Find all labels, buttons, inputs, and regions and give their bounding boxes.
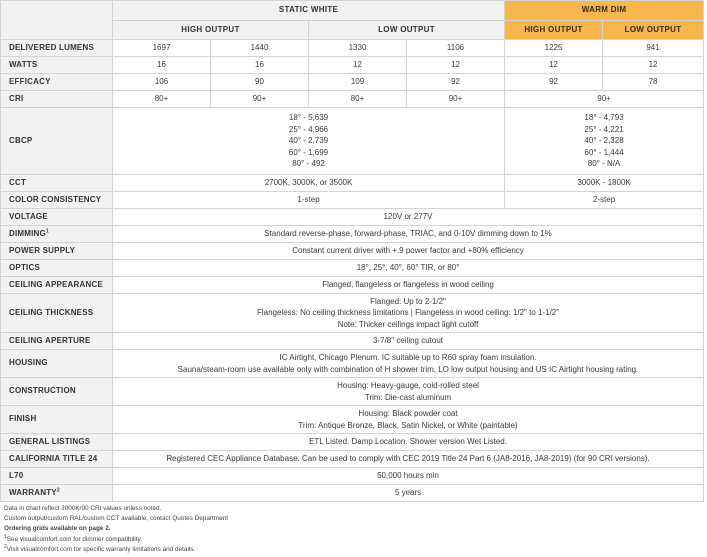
row-color-consistency [1, 192, 704, 209]
value-line: Note: Thicker ceilings impact light cutoff [337, 319, 479, 329]
row-finish [1, 406, 704, 434]
row-optics [1, 260, 704, 277]
note-line [4, 535, 228, 545]
row-ceiling-appearance [1, 277, 704, 294]
cell-value: 12 [407, 57, 505, 74]
cell-cbcp-static [113, 108, 505, 175]
row-label: CCT [1, 175, 113, 192]
header-wd-low-output: LOW OUTPUT [603, 21, 704, 40]
cell-value: 90+ [407, 91, 505, 108]
row-l70 [1, 468, 704, 485]
cell-value: 92 [505, 74, 603, 91]
cell-value: 1225 [505, 40, 603, 57]
note-line [4, 545, 228, 555]
cell-value: Standard reverse-phase, forward-phase, TRIAC, and 0-10V dimming down to 1% [113, 226, 704, 243]
footnote-marker: 2 [56, 487, 60, 494]
row-cri [1, 91, 704, 108]
cbcp-line: 25° - 4,221 [584, 124, 624, 134]
value-line: IC Airtight, Chicago Plenum. IC suitable up to R60 spray foam insulation. [279, 353, 537, 362]
row-ceiling-aperture [1, 333, 704, 350]
cell-value: Constant current driver with +.9 power factor and +80% efficiency [113, 243, 704, 260]
cell-value: 78 [603, 74, 704, 91]
value-line: Trim: Antique Bronze, Black, Satin Nickel, or White (paintable) [298, 420, 518, 430]
note-text: Visit visualcomfort.com for specific warranty limitations and details. [6, 545, 196, 553]
header-wd-high-output: HIGH OUTPUT [505, 21, 603, 40]
cell-value: 50,000 hours min [113, 468, 704, 485]
cell-value [113, 406, 704, 434]
cbcp-line: 40° - 2,328 [584, 136, 624, 146]
cell-value: 12 [505, 57, 603, 74]
cell-value: 90 [211, 74, 309, 91]
row-label: CRI [1, 91, 113, 108]
cell-value [113, 378, 704, 406]
cell-value: 12 [603, 57, 704, 74]
header-sw-low-output: LOW OUTPUT [309, 21, 505, 40]
row-label: HOUSING [1, 350, 113, 378]
row-power-supply [1, 243, 704, 260]
cbcp-line: 40° - 2,739 [288, 136, 329, 146]
row-label: WATTS [1, 57, 113, 74]
cell-value: 92 [407, 74, 505, 91]
header-warm-dim: WARM DIM [505, 1, 704, 21]
note-line-bold: Ordering grids available on page 2. [4, 525, 111, 533]
cell-value: 1330 [309, 40, 407, 57]
cell-value: 1697 [113, 40, 211, 57]
value-line: Housing: Heavy-gauge, cold-rolled steel [337, 381, 479, 390]
cell-value: 3000K - 1800K [505, 175, 704, 192]
cbcp-line: 18° - 5,639 [288, 113, 329, 123]
row-cbcp [1, 108, 704, 175]
label-text: DIMMING [9, 228, 46, 238]
row-housing [1, 350, 704, 378]
corner-cell [1, 1, 113, 40]
row-label: CEILING THICKNESS [1, 294, 113, 333]
cell-value: 1-step [113, 192, 505, 209]
row-delivered-lumens [1, 40, 704, 57]
row-efficacy [1, 74, 704, 91]
cell-value: 16 [113, 57, 211, 74]
cell-value: 120V or 277V [113, 209, 704, 226]
cell-value: ETL Listed. Damp Location. Shower version Wet Listed. [113, 434, 704, 451]
footnotes [4, 504, 228, 555]
cell-value: 1440 [211, 40, 309, 57]
cell-value: 12 [309, 57, 407, 74]
cell-value: 18°, 25°, 40°, 60° TIR, or 80° [113, 260, 704, 277]
row-label: GENERAL LISTINGS [1, 434, 113, 451]
value-line: Trim: Die-cast aluminum [364, 392, 452, 402]
row-label: VOLTAGE [1, 209, 113, 226]
value-line: Housing: Black powder coat [358, 409, 458, 418]
row-label: EFFICACY [1, 74, 113, 91]
label-text: WARRANTY [9, 487, 57, 497]
cell-value [113, 294, 704, 333]
cell-value: 90+ [211, 91, 309, 108]
cbcp-line: 80° - 492 [292, 159, 325, 169]
row-watts [1, 57, 704, 74]
row-general-listings [1, 434, 704, 451]
cbcp-line: 25° - 4,966 [288, 124, 329, 134]
cbcp-line: 60° - 1,699 [288, 147, 329, 157]
footnote-marker: 1 [4, 533, 7, 540]
note-text: See visualcomfort.com for dimmer compatibility. [6, 535, 142, 543]
cbcp-line: 60° - 1,444 [584, 147, 624, 157]
cell-value: 109 [309, 74, 407, 91]
row-label [1, 485, 113, 502]
note-line: Custom output/custom RAL/custom CCT available, contact Quotes Department [4, 515, 229, 523]
row-label: CALIFORNIA TITLE 24 [1, 451, 113, 468]
cbcp-line: 18° - 4,793 [584, 113, 624, 123]
row-warranty [1, 485, 704, 502]
row-label [1, 226, 113, 243]
row-construction [1, 378, 704, 406]
cell-value: 5 years [113, 485, 704, 502]
cell-value: 941 [603, 40, 704, 57]
header-row-group [1, 1, 704, 21]
row-label: FINISH [1, 406, 113, 434]
row-label: L70 [1, 468, 113, 485]
footnote-marker: 1 [45, 228, 49, 235]
value-line: Flangeless: No ceiling thickness limitations | Flangeless in wood ceiling: 1/2" to 1-1/2" [256, 308, 560, 318]
row-label: POWER SUPPLY [1, 243, 113, 260]
cell-value: 80+ [113, 91, 211, 108]
header-static-white: STATIC WHITE [113, 1, 505, 21]
row-label: CEILING APERTURE [1, 333, 113, 350]
cell-value: 80+ [309, 91, 407, 108]
note-line: Data in chart reflect 3000K/90 CRI values unless noted. [4, 505, 162, 512]
cell-value: 3-7/8" ceiling cutout [113, 333, 704, 350]
row-label: OPTICS [1, 260, 113, 277]
row-cct [1, 175, 704, 192]
footnote-marker: 2 [4, 543, 7, 550]
cell-value: 1106 [407, 40, 505, 57]
row-voltage [1, 209, 704, 226]
row-ceiling-thickness [1, 294, 704, 333]
row-label: CEILING APPEARANCE [1, 277, 113, 294]
cell-value: 2700K, 3000K, or 3500K [113, 175, 505, 192]
row-label: CONSTRUCTION [1, 378, 113, 406]
row-label: CBCP [1, 108, 113, 175]
row-dimming [1, 226, 704, 243]
cell-value: 90+ [505, 91, 704, 108]
cell-cbcp-warm [505, 108, 704, 175]
row-label: COLOR CONSISTENCY [1, 192, 113, 209]
cbcp-line: 80° - N/A [587, 159, 621, 169]
row-label: DELIVERED LUMENS [1, 40, 113, 57]
cell-value: Flanged, flangeless or flangeless in wood ceiling [113, 277, 704, 294]
value-line: Sauna/steam-room use available only with combination of H shower trim, LO low output housing and US IC Airtight housing rating. [177, 364, 639, 374]
cell-value: 2-step [505, 192, 704, 209]
cell-value: Registered CEC Appliance Database. Can be used to comply with CEC 2019 Title 24 Part 6 (JA8-2016, JA8-2019) (for 90 CRI versions). [113, 451, 704, 468]
cell-value: 16 [211, 57, 309, 74]
cell-value: 106 [113, 74, 211, 91]
row-california-title-24 [1, 451, 704, 468]
value-line: Flanged: Up to 2-1/2" [370, 296, 446, 306]
header-sw-high-output: HIGH OUTPUT [113, 21, 309, 40]
cell-value [113, 350, 704, 378]
